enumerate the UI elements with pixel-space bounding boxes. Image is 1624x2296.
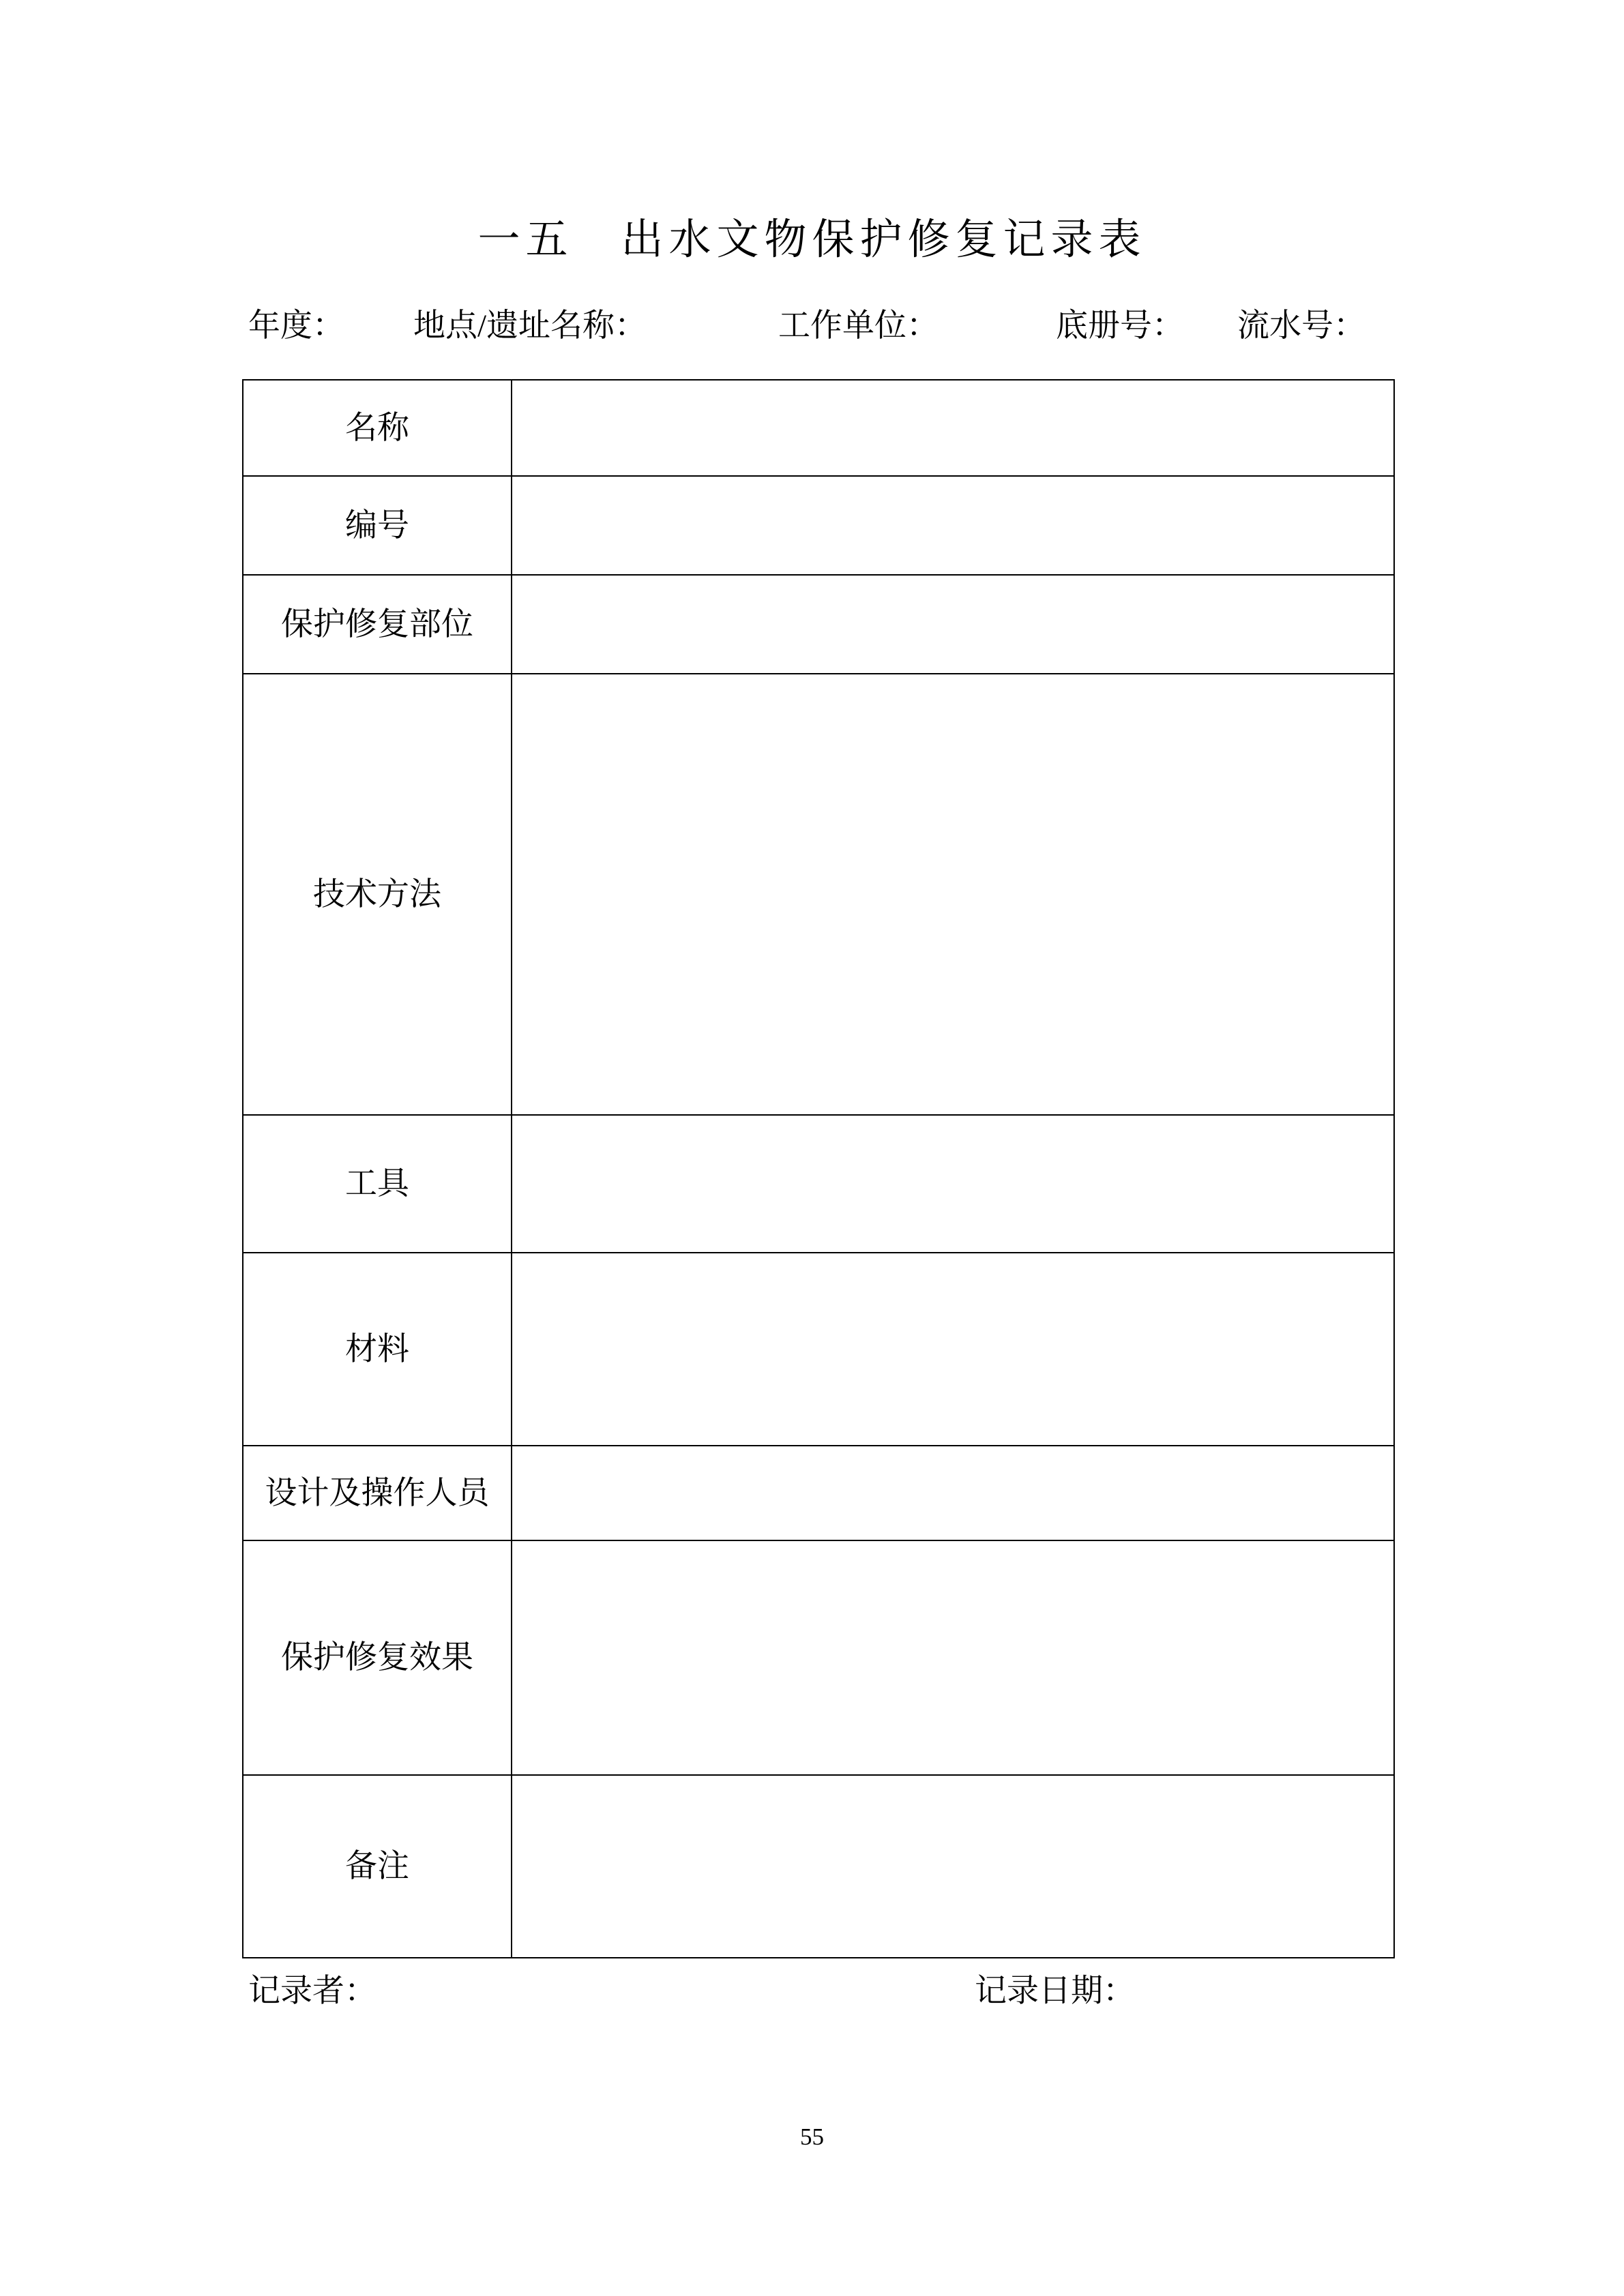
table-row <box>243 1253 1394 1446</box>
register-number-label: 底册号： <box>1056 308 1184 344</box>
technique-label-cell: 技术方法 <box>243 674 512 1115</box>
table-row <box>243 1115 1394 1253</box>
page-title: 一五 出水文物保护修复记录表 <box>477 217 1147 263</box>
effect-label-cell: 保护修复效果 <box>243 1540 512 1775</box>
operators-label-cell: 设计及操作人员 <box>243 1446 512 1540</box>
effect-value-cell <box>512 1540 1394 1775</box>
remarks-label-cell: 备注 <box>243 1775 512 1958</box>
record-date-label: 记录日期： <box>975 1973 1135 2009</box>
table-row <box>243 575 1394 674</box>
tools-value-cell <box>512 1115 1394 1253</box>
year-label: 年度： <box>248 308 344 344</box>
work-unit-label: 工作单位： <box>778 308 939 344</box>
remarks-value-cell <box>512 1775 1394 1958</box>
recorder-label: 记录者： <box>248 1973 377 2009</box>
technique-value-cell <box>512 674 1394 1115</box>
materials-value-cell <box>512 1253 1394 1446</box>
number-label-cell: 编号 <box>243 476 512 575</box>
site-label: 地点/遗址名称： <box>413 308 647 344</box>
table-row <box>243 674 1394 1115</box>
table-row <box>243 476 1394 575</box>
table-row <box>243 380 1394 476</box>
name-label-cell: 名称 <box>243 380 512 476</box>
name-value-cell <box>512 380 1394 476</box>
table-row <box>243 1540 1394 1775</box>
serial-number-label: 流水号： <box>1237 308 1365 344</box>
table-row <box>243 1775 1394 1958</box>
record-table <box>242 379 1395 1958</box>
operators-value-cell <box>512 1446 1394 1540</box>
restoration-part-value-cell <box>512 575 1394 674</box>
table-row <box>243 1446 1394 1540</box>
materials-label-cell: 材料 <box>243 1253 512 1446</box>
number-value-cell <box>512 476 1394 575</box>
tools-label-cell: 工具 <box>243 1115 512 1253</box>
page-number: 55 <box>800 2123 824 2150</box>
restoration-part-label-cell: 保护修复部位 <box>243 575 512 674</box>
